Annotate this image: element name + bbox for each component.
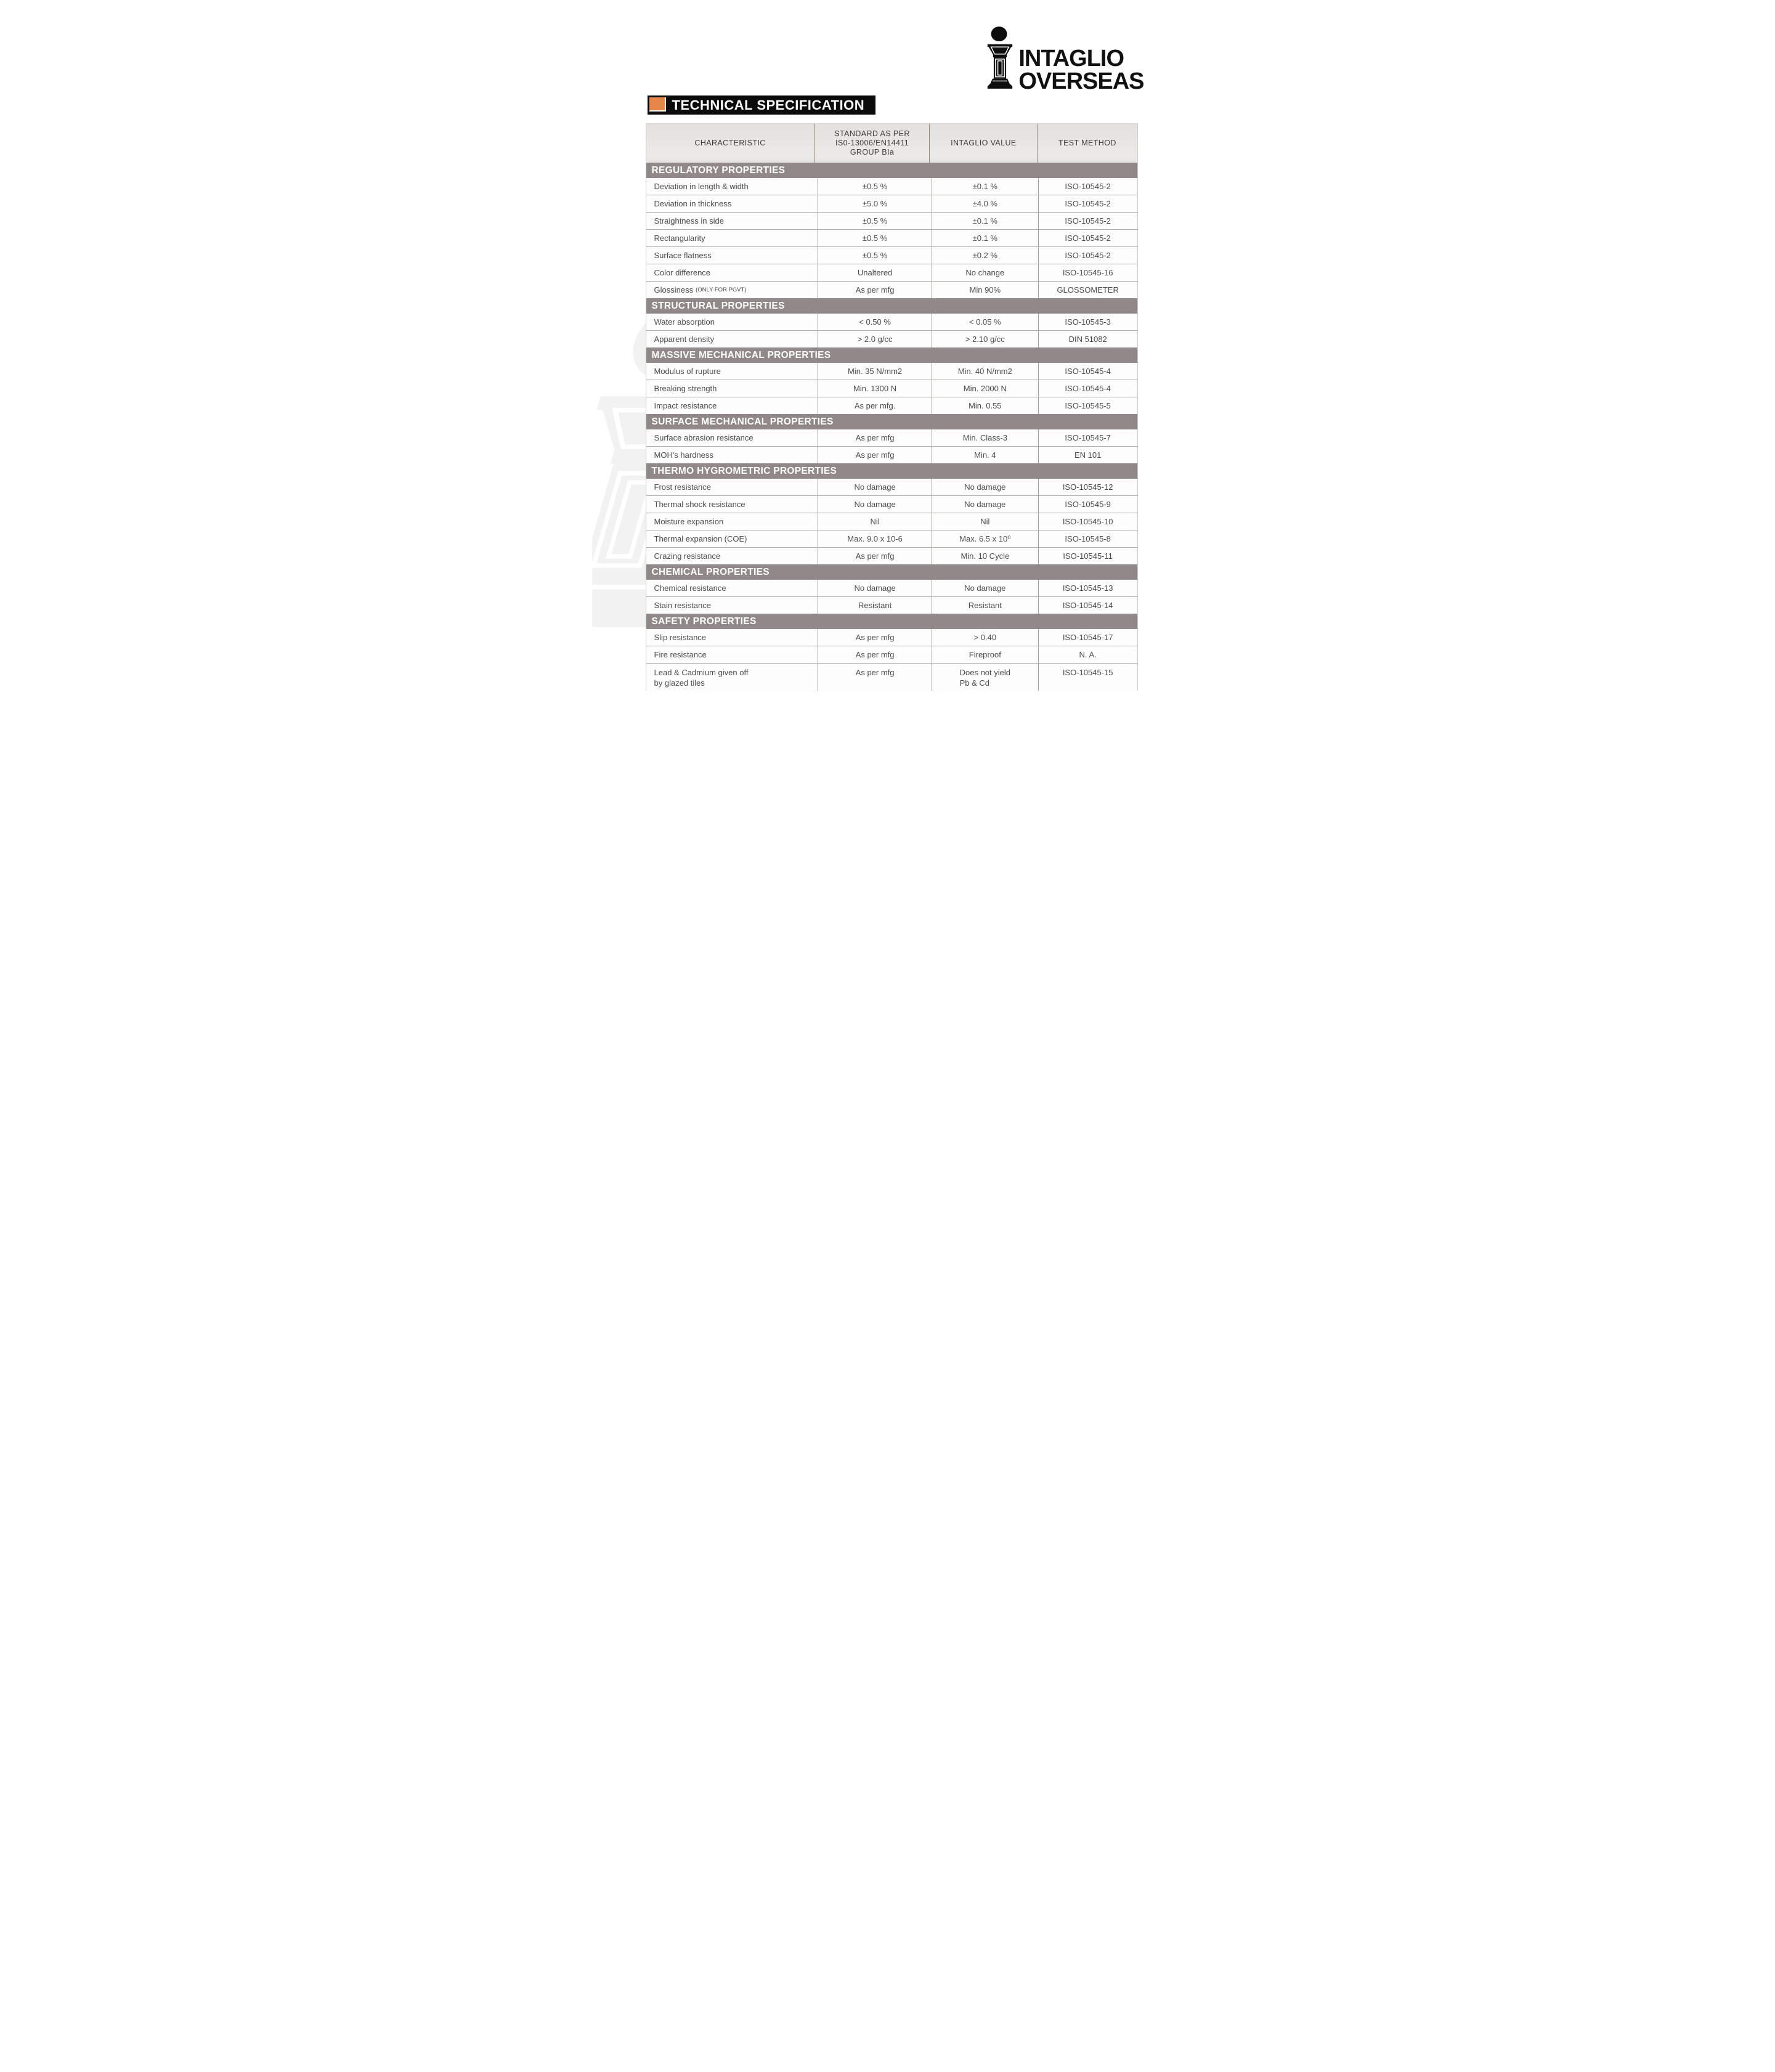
brand-name — [1018, 47, 1143, 93]
cell-characteristic: MOH's hardness — [646, 447, 819, 463]
cell-standard: ±0.5 % — [818, 213, 932, 229]
header-cell-intaglio-value: INTAGLIO VALUE — [930, 124, 1038, 163]
table-row — [646, 195, 1137, 212]
header-cell-test-method: TEST METHOD — [1058, 139, 1116, 147]
table-row — [646, 264, 1137, 281]
cell-standard: ±5.0 % — [818, 195, 932, 212]
cell-standard: < 0.50 % — [818, 314, 932, 330]
cell-test-method: ISO-10545-2 — [1065, 182, 1111, 191]
header-cell-standard: STANDARD AS PER IS0-13006/EN14411 GROUP BIa — [815, 124, 930, 163]
cell-standard: ±0.5 % — [818, 247, 932, 264]
cell-characteristic: Stain resistance — [646, 597, 819, 614]
cell-characteristic: Fire resistance — [646, 646, 819, 663]
cell-test-method: ISO-10545-2 — [1065, 234, 1111, 243]
cell-intaglio-value: ±0.1 % — [932, 178, 1039, 195]
table-row — [646, 547, 1137, 564]
cell-test-method: ISO-10545-17 — [1062, 633, 1113, 642]
table-row — [646, 479, 1137, 495]
cell-intaglio-value: Does not yield Pb & Cd — [932, 664, 1039, 691]
cell-test-method: ISO-10545-2 — [1065, 216, 1111, 225]
cell-standard: As per mfg — [818, 629, 932, 646]
cell-characteristic: Impact resistance — [646, 397, 819, 414]
cell-test-method: ISO-10545-7 — [1065, 433, 1111, 442]
cell-standard: No damage — [818, 479, 932, 495]
spec-table — [646, 123, 1138, 691]
table-row — [646, 663, 1137, 691]
cell-intaglio-value: > 2.10 g/cc — [932, 331, 1039, 347]
column-pillar-icon — [985, 26, 1015, 93]
cell-characteristic: Modulus of rupture — [646, 363, 819, 380]
cell-characteristic: Frost resistance — [646, 479, 819, 495]
section-header-surface-mechanical-properties: SURFACE MECHANICAL PROPERTIES — [646, 414, 1137, 429]
cell-test-method: ISO-10545-4 — [1065, 367, 1111, 376]
cell-intaglio-value: ±4.0 % — [932, 195, 1039, 212]
cell-standard: Resistant — [818, 597, 932, 614]
table-row — [646, 646, 1137, 663]
cell-standard: As per mfg — [818, 548, 932, 564]
cell-intaglio-value: No damage — [932, 580, 1039, 596]
cell-standard: No damage — [818, 580, 932, 596]
table-row — [646, 229, 1137, 246]
table-row — [646, 363, 1137, 380]
cell-standard: Min. 1300 N — [818, 380, 932, 397]
cell-intaglio-value: ±0.1 % — [932, 230, 1039, 246]
cell-standard: Min. 35 N/mm2 — [818, 363, 932, 380]
cell-standard: Unaltered — [818, 264, 932, 281]
table-row — [646, 495, 1137, 513]
cell-characteristic: Moisture expansion — [646, 513, 819, 530]
cell-test-method: ISO-10545-15 — [1062, 668, 1113, 677]
cell-intaglio-value: Min. 40 N/mm2 — [932, 363, 1039, 380]
cell-test-method: EN 101 — [1074, 450, 1102, 460]
cell-intaglio-value: Min. Class-3 — [932, 429, 1039, 446]
cell-characteristic: Lead & Cadmium given off by glazed tiles — [646, 664, 819, 691]
cell-standard: As per mfg — [818, 282, 932, 298]
table-row — [646, 513, 1137, 530]
brand-name-line1: INTAGLIO — [1018, 46, 1124, 71]
cell-characteristic: Thermal expansion (COE) — [646, 530, 819, 547]
section-header-massive-mechanical-properties: MASSIVE MECHANICAL PROPERTIES — [646, 347, 1137, 363]
cell-test-method: ISO-10545-10 — [1062, 517, 1113, 526]
cell-test-method: ISO-10545-9 — [1065, 500, 1111, 509]
cell-intaglio-value: No damage — [932, 496, 1039, 513]
header-cell-characteristic: CHARACTERISTIC — [646, 124, 815, 163]
cell-standard: Nil — [818, 513, 932, 530]
title-banner — [648, 95, 875, 115]
cell-test-method: ISO-10545-8 — [1065, 534, 1111, 543]
cell-intaglio-value: < 0.05 % — [932, 314, 1039, 330]
table-row — [646, 429, 1137, 446]
brand-logo — [985, 26, 1143, 93]
table-row — [646, 178, 1137, 195]
table-row — [646, 212, 1137, 229]
table-row — [646, 330, 1137, 347]
cell-test-method: ISO-10545-3 — [1065, 317, 1111, 327]
cell-characteristic: Surface flatness — [646, 247, 819, 264]
cell-intaglio-value: Resistant — [932, 597, 1039, 614]
section-header-structural-properties: STRUCTURAL PROPERTIES — [646, 298, 1137, 314]
cell-test-method: ISO-10545-13 — [1062, 583, 1113, 593]
cell-standard: ±0.5 % — [818, 230, 932, 246]
cell-test-method: ISO-10545-2 — [1065, 251, 1111, 260]
cell-intaglio-value: ±0.2 % — [932, 247, 1039, 264]
cell-characteristic: Surface abrasion resistance — [646, 429, 819, 446]
characteristic-note: (ONLY FOR PGVT) — [696, 286, 747, 293]
cell-characteristic: Color difference — [646, 264, 819, 281]
cell-characteristic: Chemical resistance — [646, 580, 819, 596]
table-row — [646, 380, 1137, 397]
cell-intaglio-value: Min. 2000 N — [932, 380, 1039, 397]
cell-characteristic: Apparent density — [646, 331, 819, 347]
table-row — [646, 580, 1137, 596]
cell-standard: Max. 9.0 x 10-6 — [818, 530, 932, 547]
cell-intaglio-value: Min 90% — [932, 282, 1039, 298]
cell-characteristic: Water absorption — [646, 314, 819, 330]
table-row — [646, 596, 1137, 614]
title-banner-label: TECHNICAL SPECIFICATION — [672, 97, 865, 113]
cell-standard: ±0.5 % — [818, 178, 932, 195]
table-row — [646, 397, 1137, 414]
cell-characteristic: Glossiness (ONLY FOR PGVT) — [646, 282, 819, 298]
table-row — [646, 446, 1137, 463]
cell-characteristic: Deviation in thickness — [646, 195, 819, 212]
cell-standard: As per mfg — [818, 447, 932, 463]
cell-characteristic: Straightness in side — [646, 213, 819, 229]
cell-intaglio-value: Min. 4 — [932, 447, 1039, 463]
cell-test-method: DIN 51082 — [1068, 335, 1107, 344]
cell-intaglio-value: Min. 10 Cycle — [932, 548, 1039, 564]
cell-test-method: ISO-10545-12 — [1062, 482, 1113, 492]
cell-test-method: ISO-10545-11 — [1063, 551, 1113, 561]
table-row — [646, 246, 1137, 264]
cell-test-method: ISO-10545-5 — [1065, 401, 1111, 410]
cell-standard: As per mfg — [818, 664, 932, 691]
cell-characteristic: Breaking strength — [646, 380, 819, 397]
cell-test-method: ISO-10545-14 — [1062, 601, 1113, 610]
cell-intaglio-value: Min. 0.55 — [932, 397, 1039, 414]
section-header-safety-properties: SAFETY PROPERTIES — [646, 614, 1137, 629]
cell-intaglio-value: > 0.40 — [932, 629, 1039, 646]
brand-name-line2: OVERSEAS — [1018, 68, 1144, 94]
table-header-row — [646, 124, 1137, 163]
cell-characteristic: Crazing resistance — [646, 548, 819, 564]
cell-intaglio-value: ±0.1 % — [932, 213, 1039, 229]
cell-standard: As per mfg — [818, 646, 932, 663]
cell-test-method: ISO-10545-4 — [1065, 384, 1111, 393]
section-header-thermo-hygrometric-properties: THERMO HYGROMETRIC PROPERTIES — [646, 463, 1137, 479]
table-row — [646, 530, 1137, 547]
section-header-chemical-properties: CHEMICAL PROPERTIES — [646, 564, 1137, 580]
page — [592, 0, 1184, 691]
cell-standard: No damage — [818, 496, 932, 513]
cell-test-method: GLOSSOMETER — [1057, 285, 1119, 295]
table-row — [646, 629, 1137, 646]
cell-standard: As per mfg — [818, 429, 932, 446]
cell-intaglio-value: No damage — [932, 479, 1039, 495]
section-header-regulatory-properties: REGULATORY PROPERTIES — [646, 163, 1137, 178]
cell-standard: As per mfg. — [818, 397, 932, 414]
cell-intaglio-value: Nil — [932, 513, 1039, 530]
cell-characteristic: Thermal shock resistance — [646, 496, 819, 513]
table-row — [646, 281, 1137, 298]
cell-test-method: N. A. — [1079, 650, 1097, 659]
table-row — [646, 314, 1137, 330]
cell-test-method: ISO-10545-16 — [1062, 268, 1113, 277]
cell-characteristic: Rectangularity — [646, 230, 819, 246]
accent-square — [649, 97, 666, 112]
cell-standard: > 2.0 g/cc — [818, 331, 932, 347]
cell-intaglio-value: No change — [932, 264, 1039, 281]
cell-characteristic: Slip resistance — [646, 629, 819, 646]
cell-test-method: ISO-10545-2 — [1065, 199, 1111, 208]
cell-characteristic: Deviation in length & width — [646, 178, 819, 195]
cell-intaglio-value: Fireproof — [932, 646, 1039, 663]
cell-intaglio-value: Max. 6.5 x 10⁰ — [932, 530, 1039, 547]
